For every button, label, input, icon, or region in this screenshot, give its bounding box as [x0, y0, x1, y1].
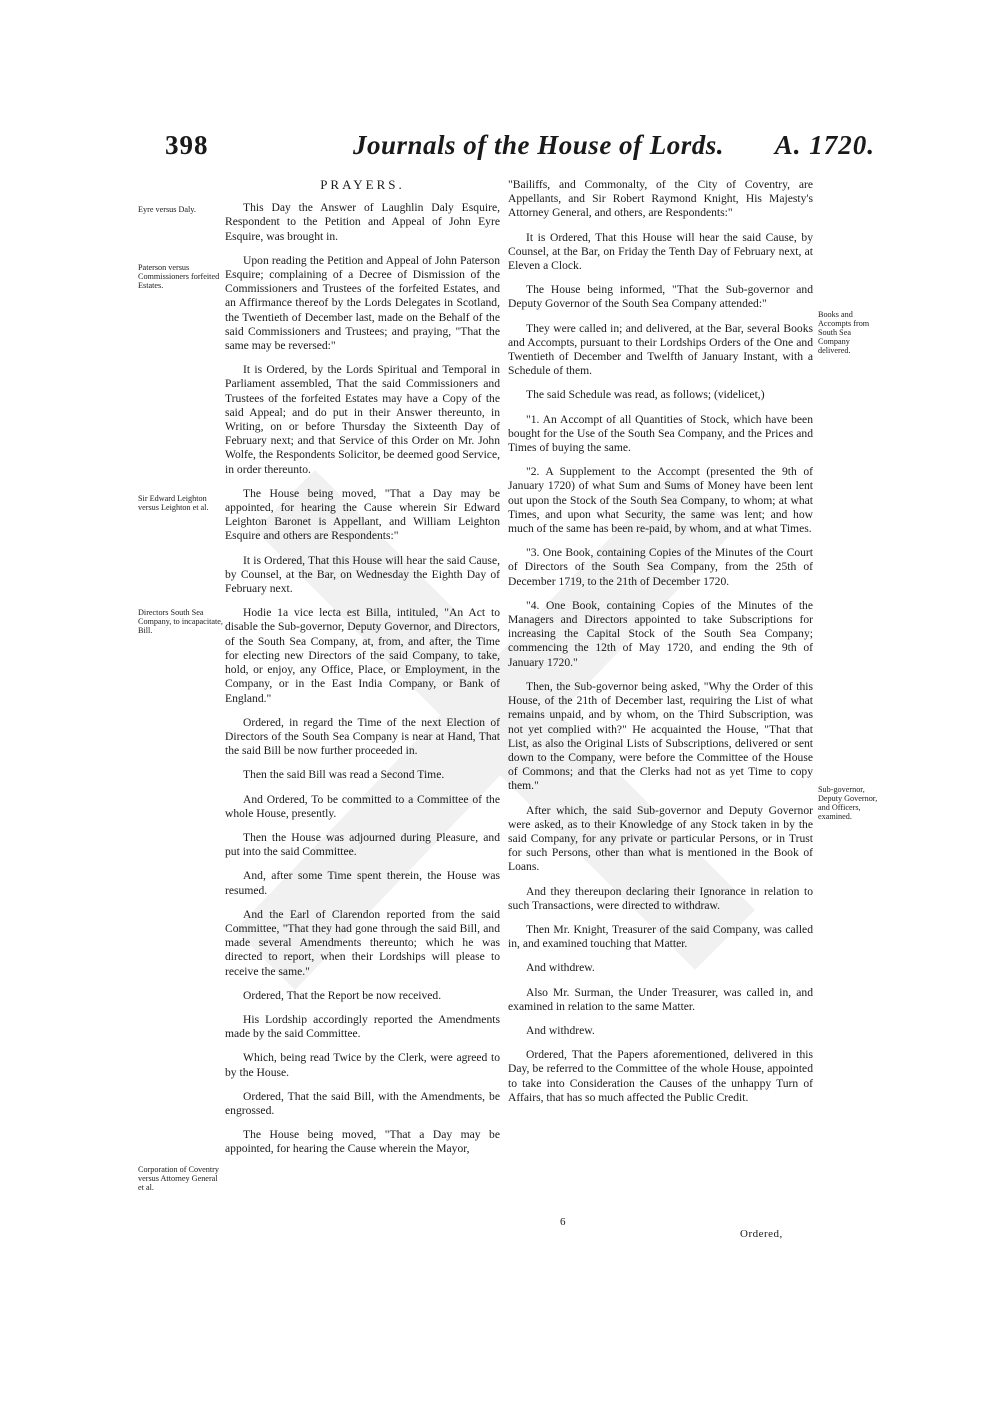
entry-paragraph: And they thereupon declaring their Ignorance in relation to such Transactions, were directed to withdraw.	[508, 884, 813, 912]
margin-note-leighton: Sir Edward Leighton versus Leighton et al.	[138, 494, 209, 512]
entry-paragraph: Ordered, in regard the Time of the next Election of Directors of the South Sea Company is near at Hand, That the said Bill be now further proceeded in.	[225, 715, 500, 758]
schedule-item: "3. One Book, containing Copies of the Minutes of the Court of Directors of the South Sea Company, from the 25th of December 1719, to the 21th of December 1720.	[508, 546, 813, 588]
entry-paragraph: And withdrew.	[526, 1023, 595, 1037]
entry-paragraph: The House being informed, "That the Sub-governor and Deputy Governor of the South Sea Company attended:"	[508, 283, 813, 311]
entry-paragraph: Then the said Bill was read a Second Time.	[243, 768, 445, 782]
schedule-item: "2. A Supplement to the Accompt (presented the 9th of January 1720) of what Sum and Sums of Money have been lent out upon the Stock of the South Sea Company, to whom; at what Times, and upon what Security, the same was lent; and how much of the same has been re-paid, by whom, and at what Times.	[508, 465, 813, 536]
schedule-item: "1. An Accompt of all Quantities of Stock, which have been bought for the Use of the South Sea Company, and the Prices and Times of buying the same.	[508, 412, 813, 455]
signature-mark: 6	[560, 1216, 566, 1228]
page-number: 398	[165, 130, 209, 160]
page-header	[165, 130, 885, 170]
margin-note-eyre: Eyre versus Daly.	[138, 205, 196, 214]
schedule-item: "4. One Book, containing Copies of the Minutes of the Managers and Directors appointed to take Subscriptions for increasing the Capital Stock of the South Sea Company; commencing the 12th of May 1720, and ending the 9th of January 1720."	[508, 598, 813, 669]
entry-paragraph: Ordered, That the Papers aforementioned, delivered in this Day, be referred to the Committee of the whole House, appointed to take into Consideration the Causes of the unhappy Turn of Affairs, that has so much affected the Public Credit.	[508, 1048, 813, 1104]
entry-paragraph: This Day the Answer of Laughlin Daly Esquire, Respondent to the Petition and Appeal of John Eyre Esquire, was brought in.	[225, 201, 500, 243]
margin-note-paterson: Paterson versus Commissioners forfeited Estates.	[138, 263, 220, 290]
entry-paragraph: The House being moved, "That a Day may be appointed, for hearing the Cause wherein Sir Edward Leighton Baronet is Appellant, and William Leighton Esquire and others are Respondents:"	[225, 486, 500, 543]
page-year: A. 1720.	[774, 130, 875, 160]
entry-paragraph: Ordered, That the said Bill, with the Amendments, be engrossed.	[225, 1089, 500, 1117]
catchword: Ordered,	[740, 1228, 783, 1240]
left-column	[225, 178, 500, 1167]
margin-note-directors-bill: Directors South Sea Company, to incapacitate, Bill.	[138, 608, 223, 635]
running-title: Journals of the House of Lords.	[353, 130, 725, 160]
entry-paragraph: Also Mr. Surman, the Under Treasurer, was called in, and examined in relation to the same Matter.	[508, 985, 813, 1013]
margin-note-books-delivered: Books and Accompts from South Sea Company delivered.	[818, 310, 870, 355]
entry-paragraph: Then the House was adjourned during Pleasure, and put into the said Committee.	[225, 830, 500, 859]
entry-paragraph: They were called in; and delivered, at the Bar, several Books and Accompts, pursuant to their Lordships Orders of the One and Twentieth of December and Twelfth of January Instant, with a Schedule of them.	[508, 321, 813, 378]
entry-paragraph: Hodie 1a vice lecta est Billa, intituled, "An Act to disable the Sub-governor, Deputy Governor, and Directors, of the South Sea Company, at, from, and after, the Time for electing new Directors of the said Company, to take, hold, or enjoy, any Office, Place, or Employment, in the Company, or in the East India Company, or Bank of England."	[225, 606, 500, 705]
entry-paragraph: And withdrew.	[526, 961, 595, 975]
entry-paragraph: It is Ordered, That this House will hear the said Cause, by Counsel, at the Bar, on Wednesday the Eighth Day of February next.	[225, 553, 500, 596]
entry-paragraph: Then, the Sub-governor being asked, "Why the Order of this House, of the 21th of December last, requiring the List of what remains unpaid, and by whom, on the Third Subscription, was not yet complied with?" He acquainted the House, "That that List, as also the Original Lists of Subscriptions, delivered or sent down to the Company, were before the Committee of the House of Commons; and that the Clerks had not as yet Time to copy them."	[508, 679, 813, 793]
entry-paragraph: It is Ordered, by the Lords Spiritual and Temporal in Parliament assembled, That the said Commissioners and Trustees of the forfeited Estates may have a Copy of the said Appeal; and do put in their Answer thereunto, in Writing, on or before Thursday the Sixteenth Day of February next; and that Service of this Order on Mr. John Wolfe, the Respondents Solicitor, be deemed good Service, in order thereunto.	[225, 363, 500, 476]
entry-paragraph: Upon reading the Petition and Appeal of John Paterson Esquire; complaining of a Decree of Dismission of the Commissioners and Trustees of the forfeited Estates, and an Affirmance thereof by the Lords Delegates in Scotland, the Twentieth of December last, made on the Behalf of the said Commissioners and Trustees; and praying, "That the same may be reversed:"	[225, 253, 500, 353]
margin-note-sub-governor-examined: Sub-governor, Deputy Governor, and Officers, examined.	[818, 785, 878, 821]
entry-paragraph: It is Ordered, That this House will hear the said Cause, by Counsel, at the Bar, on Friday the Tenth Day of February next, at Eleven a Clock.	[508, 230, 813, 273]
entry-paragraph: "Bailiffs, and Commonalty, of the City of Coventry, are Appellants, and Sir Robert Raymond Knight, His Majesty's Attorney General, and others, are Respondents:"	[508, 178, 813, 220]
entry-paragraph: After which, the said Sub-governor and Deputy Governor were asked, as to their Knowledge of any Stock taken in by the said Company, for any private or particular Persons, or in Trust for such Persons, other than what is mentioned in the Book of Loans.	[508, 803, 813, 874]
entry-paragraph: His Lordship accordingly reported the Amendments made by the said Committee.	[225, 1012, 500, 1041]
entry-paragraph: And, after some Time spent therein, the House was resumed.	[225, 869, 500, 897]
entry-paragraph: And the Earl of Clarendon reported from the said Committee, "That they had gone through the said Bill, and made several Amendments thereunto; which he was directed to report, when their Lordships will please to receive the same."	[225, 907, 500, 978]
margin-note-coventry: Corporation of Coventry versus Attorney General et al.	[138, 1165, 219, 1192]
entry-paragraph: Then Mr. Knight, Treasurer of the said Company, was called in, and examined touching that Matter.	[508, 922, 813, 951]
entry-paragraph: The House being moved, "That a Day may be appointed, for hearing the Cause wherein the Mayor,	[225, 1128, 500, 1156]
right-column	[508, 178, 813, 1115]
entry-paragraph: Ordered, That the Report be now received.	[243, 988, 442, 1002]
entry-paragraph: And Ordered, To be committed to a Committee of the whole House, presently.	[225, 792, 500, 820]
section-heading: PRAYERS.	[320, 177, 405, 192]
entry-paragraph: Which, being read Twice by the Clerk, were agreed to by the House.	[225, 1051, 500, 1079]
entry-paragraph: The said Schedule was read, as follows; (videlicet,)	[526, 388, 765, 402]
